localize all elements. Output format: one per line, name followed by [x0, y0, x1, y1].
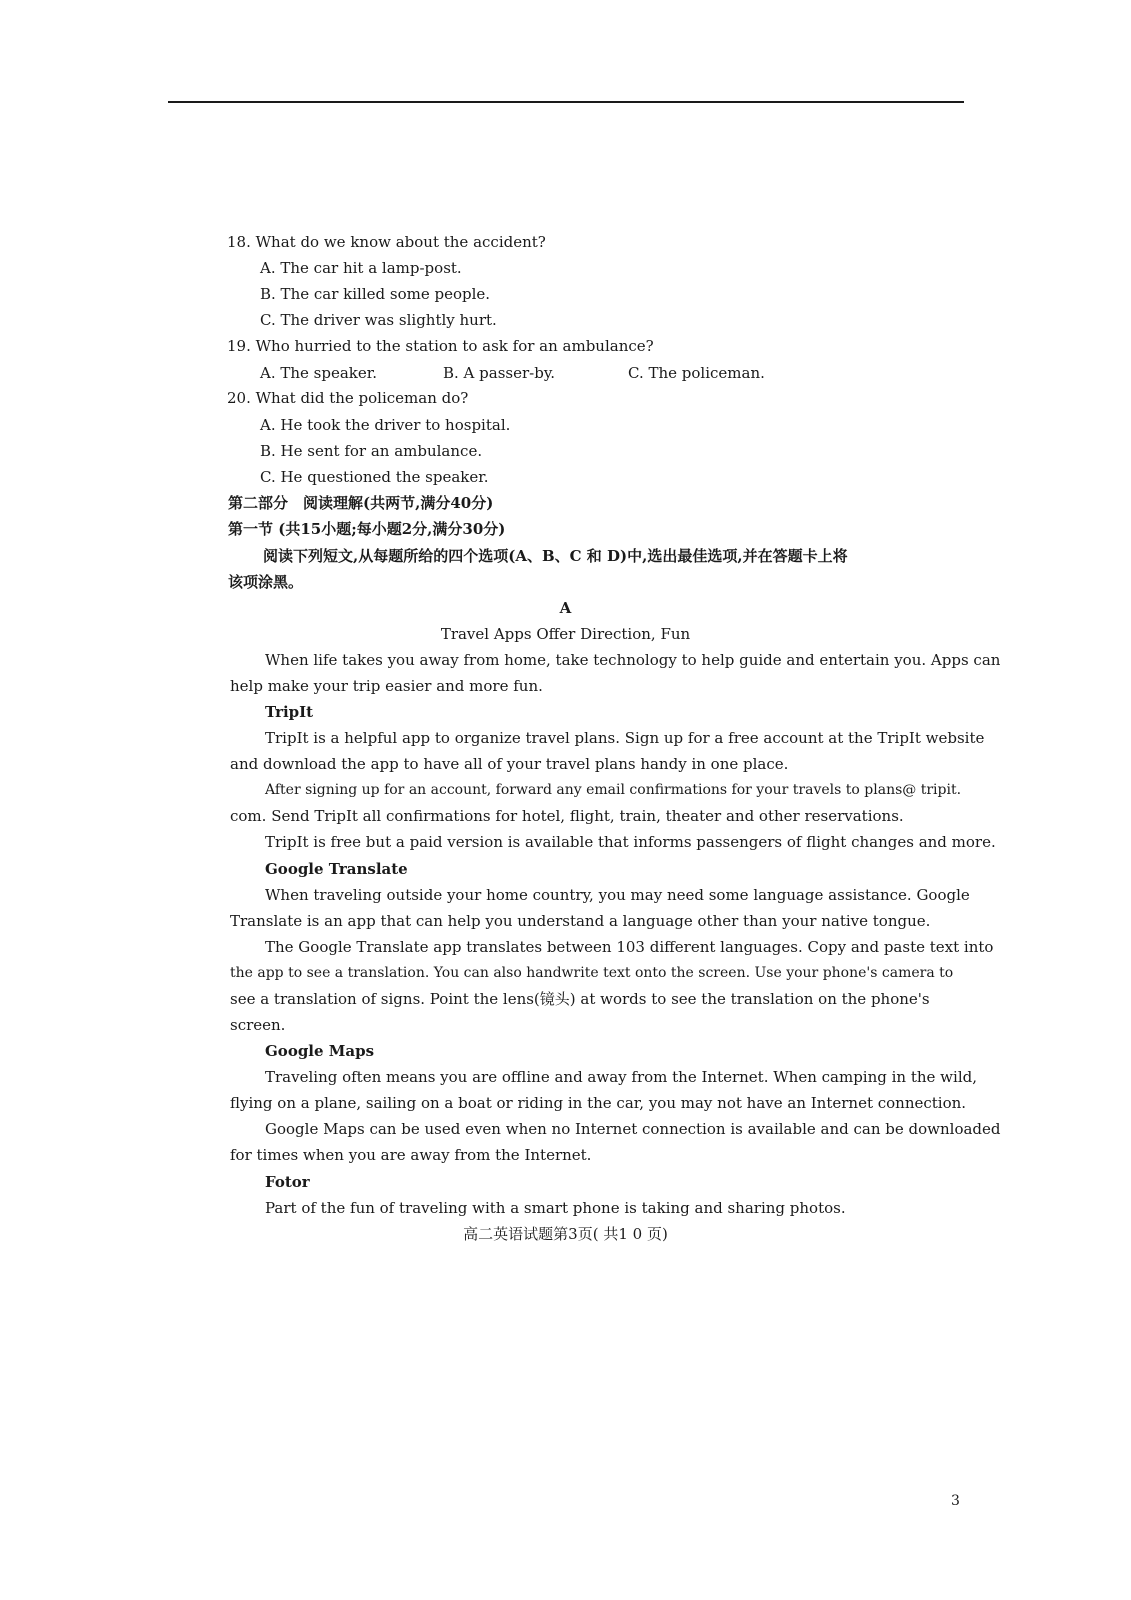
google-translate-line-2: Translate is an app that can help you understand a language other than your native tongue.	[230, 912, 931, 930]
q20-option-b: B. He sent for an ambulance.	[260, 442, 483, 460]
q18-option-b: B. The car killed some people.	[260, 285, 491, 303]
google-translate-line-3: The Google Translate app translates between 103 different languages. Copy and paste text into	[265, 938, 994, 956]
q18-option-c: C. The driver was slightly hurt.	[260, 311, 497, 329]
q19-option-a: A. The speaker.	[260, 364, 378, 382]
q19-option-b: B. A passer-by.	[443, 364, 556, 382]
q19-option-c: C. The policeman.	[628, 364, 765, 382]
intro-line-2: help make your trip easier and more fun.	[230, 677, 543, 695]
tripit-heading: TripIt	[265, 703, 314, 721]
google-maps-line-4: for times when you are away from the Internet.	[230, 1146, 592, 1164]
tripit-line-4: com. Send TripIt all confirmations for hotel, flight, train, theater and other reservations.	[230, 807, 904, 825]
tripit-line-5: TripIt is free but a paid version is available that informs passengers of flight changes and more.	[265, 833, 996, 851]
tripit-line-3: After signing up for an account, forward any email confirmations for your travels to plans@ tripit.	[265, 782, 962, 798]
section1-title: 第一节 (共15小题;每小题2分,满分30分)	[228, 520, 506, 538]
google-maps-line-2: flying on a plane, sailing on a boat or riding in the car, you may not have an Internet connection.	[230, 1094, 967, 1112]
part2-title: 第二部分 阅读理解(共两节,满分40分)	[228, 494, 494, 512]
q18-option-a: A. The car hit a lamp-post.	[260, 259, 462, 277]
q20-option-c: C. He questioned the speaker.	[260, 468, 489, 486]
instruction-line-2: 该项涂黑。	[228, 573, 304, 591]
passage-title: Travel Apps Offer Direction, Fun	[440, 625, 691, 643]
google-translate-line-1: When traveling outside your home country, you may need some language assistance. Google	[265, 886, 970, 904]
fotor-line-1: Part of the fun of traveling with a smart phone is taking and sharing photos.	[265, 1199, 846, 1217]
page-footer: 高二英语试题第3页( 共1 0 页)	[463, 1225, 668, 1243]
google-translate-line-5: see a translation of signs. Point the lens(镜头) at words to see the translation on the phone's	[230, 990, 930, 1008]
instruction-line-1: 阅读下列短文,从每题所给的四个选项(A、B、C 和 D)中,选出最佳选项,并在答题卡上将	[263, 547, 848, 565]
google-translate-line-4: the app to see a translation. You can also handwrite text onto the screen. Use your phone's camera to	[230, 965, 954, 981]
google-maps-line-3: Google Maps can be used even when no Internet connection is available and can be downloaded	[265, 1120, 1001, 1138]
tripit-line-1: TripIt is a helpful app to organize travel plans. Sign up for a free account at the TripIt website	[265, 729, 985, 747]
question-19: 19. Who hurried to the station to ask for an ambulance?	[227, 337, 654, 355]
q20-option-a: A. He took the driver to hospital.	[260, 416, 511, 434]
intro-line-1: When life takes you away from home, take technology to help guide and entertain you. Apps can	[265, 651, 1001, 669]
fotor-heading: Fotor	[265, 1173, 310, 1191]
google-maps-line-1: Traveling often means you are offline and away from the Internet. When camping in the wild,	[265, 1068, 977, 1086]
passage-letter: A	[559, 599, 572, 617]
google-translate-line-6: screen.	[230, 1016, 286, 1034]
question-20: 20. What did the policeman do?	[227, 389, 469, 407]
tripit-line-2: and download the app to have all of your travel plans handy in one place.	[230, 755, 789, 773]
question-18: 18. What do we know about the accident?	[227, 233, 546, 251]
google-maps-heading: Google Maps	[265, 1042, 375, 1060]
google-translate-heading: Google Translate	[265, 860, 408, 878]
top-rule	[168, 101, 964, 103]
page-number: 3	[951, 1493, 960, 1509]
